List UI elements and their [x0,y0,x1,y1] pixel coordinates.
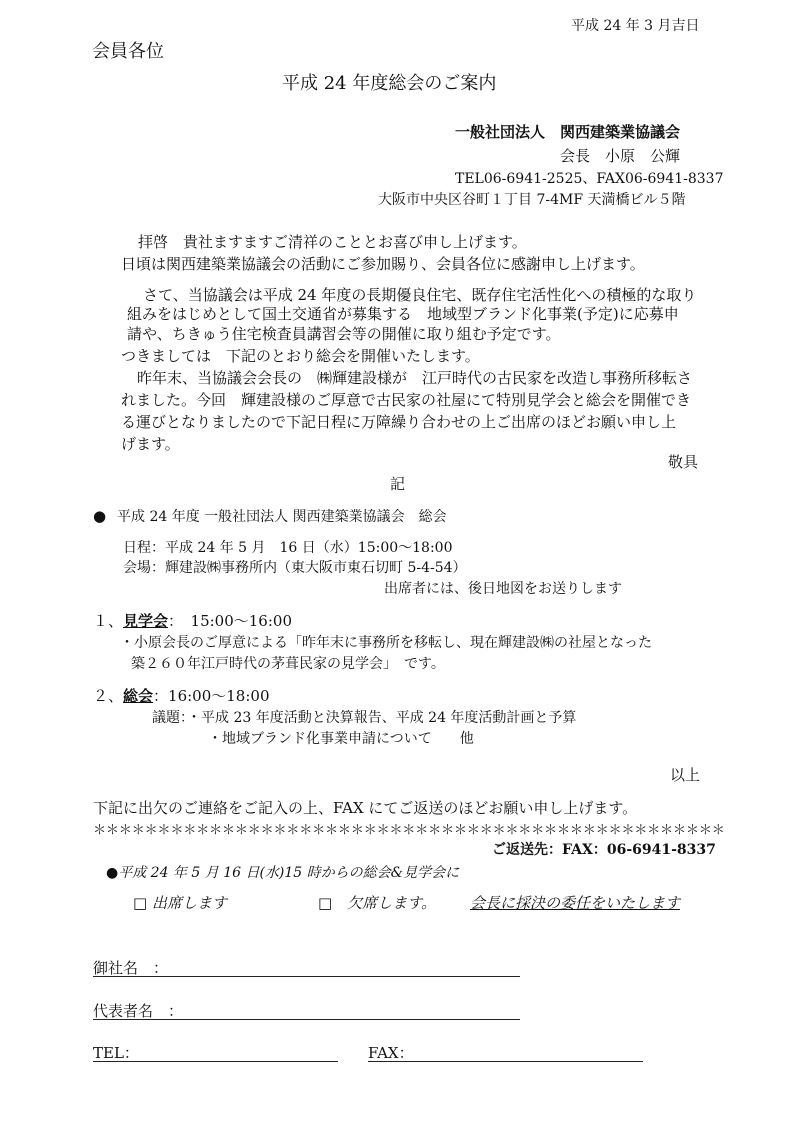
meeting-line: ●平成 24 年 5 月 16 日(水)15 時からの総会&見学会に [106,865,460,881]
greeting-line-1: 拝啓 貴社ますますご清祥のこととお喜び申し上げます。 [138,233,527,251]
separator: ＊＊＊＊＊＊＊＊＊＊＊＊＊＊＊＊＊＊＊＊＊＊＊＊＊＊＊＊＊＊＊＊＊＊＊＊＊＊＊＊＊＊＊＊＊＊＊＊＊ [93,823,725,838]
sender-contact: TEL06-6941-2525、FAX06-6941-8337 [455,171,724,187]
event-bullet: ● [93,507,107,525]
ki-heading: 記 [390,475,406,493]
reply-fax: ご返送先：FAX：06-6941-8337 [492,842,716,858]
greeting-line-2: 日頃は関西建築業協議会の活動にご参加賜り、会員各位に感謝申し上げます。 [121,255,645,273]
item-1-desc-1: ・小原会長のご厚意による「昨年末に事務所を移転し、現在輝建設㈱の社屋となった [120,635,652,651]
paragraph-2-line-3: る運びとなりましたので下記日程に万障繰り合わせの上ご出席のほどお願い申し上 [121,413,677,431]
paragraph-2-line-4: げます。 [121,435,180,453]
delegate-option[interactable]: 会長に採決の委任をいたします [470,894,681,912]
closing: 敬具 [668,453,699,471]
item-2-number: ２、 [93,687,124,705]
paragraph-1-line-2: 組みをはじめとして国土交通省が募集する 地域型ブランド化事業(予定)に応募申 [127,305,679,323]
item-2 [93,689,270,704]
item-1 [93,614,292,629]
fax-label: FAX： [368,1044,414,1062]
item-1-desc-2: 築２６０年江戸時代の茅葺民家の見学会」 です。 [131,656,445,672]
item-2-label: 総会 [123,687,154,705]
company-label: 御社名 ： [93,959,169,977]
paragraph-2-line-1: 昨年末、当協議会会長の ㈱輝建設様が 江戸時代の古民家を改造し事務所移転さ [137,369,693,387]
paragraph-1-line-1: さて、当協議会は平成 24 年度の長期優良住宅、既存住宅活性化への積極的な取り [143,286,697,304]
tel-field[interactable] [93,1061,338,1062]
representative-label: 代表者名 ： [93,1002,184,1020]
representative-field[interactable] [93,1019,520,1020]
paragraph-1-line-4: つきましては 下記のとおり総会を開催いたします。 [121,347,480,365]
sender-address: 大阪市中央区谷町１丁目 7-4MF 天満橋ビル５階 [378,192,686,208]
sender-president: 会長 小原 公輝 [560,147,681,165]
tel-label: TEL： [93,1044,139,1062]
page-title: 平成 24 年度総会のご案内 [282,73,497,94]
event-date: 日程：平成 24 年 5 月 16 日（水）15:00〜18:00 [123,540,453,556]
date: 平成 24 年 3 月吉日 [571,18,700,34]
absent-option[interactable]: □ 欠席します。 [318,894,436,912]
event-venue: 会場：輝建設㈱事務所内（東大阪市東石切町 5-4-54） [123,560,467,576]
end-mark: 以上 [670,766,701,784]
item-1-number: １、 [93,612,124,630]
agenda-1: 議題：・平成 23 年度活動と決算報告、平成 24 年度活動計画と予算 [152,710,577,726]
attend-option[interactable]: □ 出席します [133,894,227,912]
reply-instruction: 下記に出欠のご連絡をご記入の上、FAX にてご返送のほどお願い申し上げます。 [93,799,638,817]
sender-org: 一般社団法人 関西建築業協議会 [455,123,681,141]
addressee: 会員各位 [92,41,164,62]
paragraph-2-line-2: れました。今回 輝建設様のご厚意で古民家の社屋にて特別見学会と総会を開催でき [121,391,692,409]
paragraph-1-line-3: 請や、ちきゅう住宅検査員講習会等の開催に取り組む予定です。 [127,325,561,343]
event-name: 平成 24 年度 一般社団法人 関西建築業協議会 総会 [117,509,447,525]
item-1-label: 見学会 [123,612,169,630]
map-note: 出席者には、後日地図をお送りします [384,581,622,597]
company-field[interactable] [93,976,520,977]
agenda-2: ・地域ブランド化事業申請について 他 [208,731,474,747]
item-2-time: ：16:00〜18:00 [153,687,270,705]
item-1-time: ： 15:00〜16:00 [168,612,292,630]
fax-field[interactable] [368,1061,643,1062]
